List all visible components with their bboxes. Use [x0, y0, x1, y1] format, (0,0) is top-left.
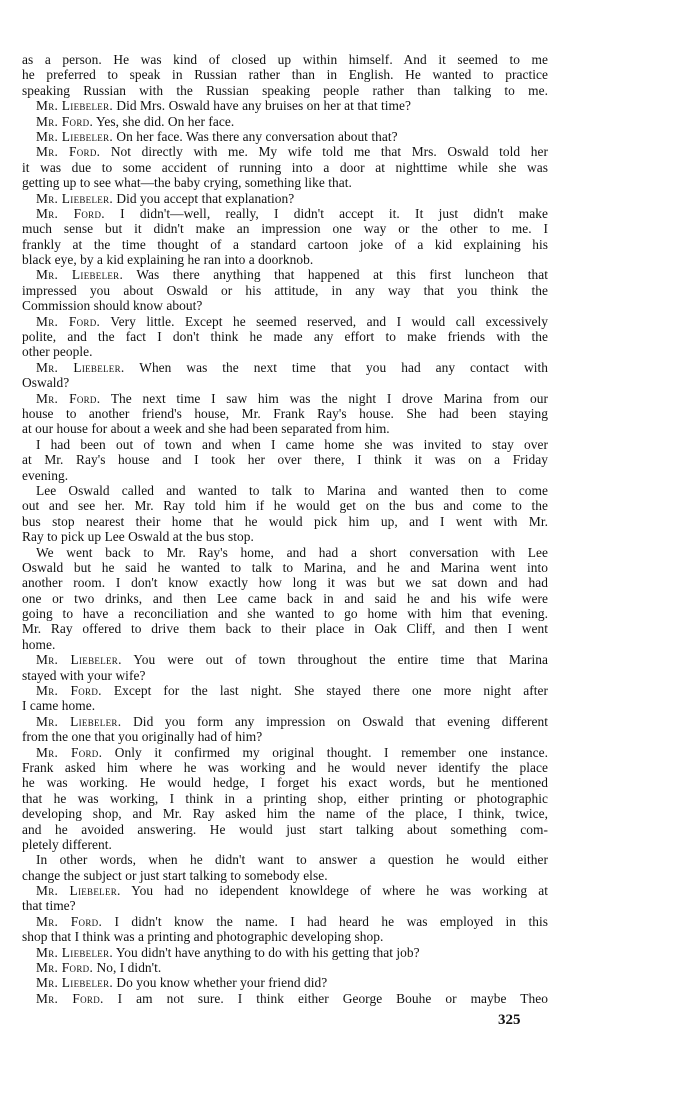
line-body: as a person. He was kind of closed up within himself. And it seemed to me — [22, 52, 548, 67]
transcript-line — [22, 822, 548, 837]
line-body: Did you accept that explanation? — [113, 190, 295, 206]
speaker-name: Mr. Liebeler. — [36, 944, 114, 960]
line-body: You were out of town throughout the entire time that Marina — [121, 652, 549, 668]
speaker-name: Mr. Ford. — [36, 390, 101, 406]
page-number: 325 — [498, 1012, 521, 1028]
transcript-line — [22, 344, 548, 359]
line-text — [22, 160, 548, 175]
line-body: Not directly with me. My wife told me that Mrs. Oswald told her — [100, 144, 548, 160]
line-body: polite, and the fact I don't think he made any effort to make friends with the — [22, 329, 548, 345]
speaker-name: Mr. Liebeler. — [36, 359, 125, 375]
speaker-name: Mr. Liebeler. — [36, 98, 114, 114]
line-text — [22, 898, 76, 913]
line-body: Oswald but he said he wanted to talk to Marina, and he and Marina went into — [22, 559, 548, 575]
line-text — [36, 129, 398, 144]
speaker-name: Mr. Ford. — [36, 113, 94, 129]
transcript-line — [22, 83, 548, 98]
line-body: Oswald? — [22, 375, 70, 391]
line-text — [36, 437, 548, 452]
line-text — [22, 375, 69, 390]
line-body: Was there anything that happened at this first luncheon that — [123, 267, 548, 283]
line-text — [36, 714, 548, 729]
line-text — [36, 914, 548, 929]
line-body: stayed with your wife? — [22, 667, 146, 683]
line-text — [36, 852, 548, 867]
transcript-line — [22, 591, 548, 606]
line-body: house to another friend's house, Mr. Frank Ray's house. She had been staying — [22, 405, 548, 421]
line-body: bus stop nearest their home that he would pick him up, and I went with Mr. — [22, 513, 548, 529]
speaker-name: Mr. Ford. — [36, 960, 94, 976]
line-body: evening. — [22, 467, 69, 483]
line-text — [22, 252, 313, 267]
line-text — [22, 298, 202, 313]
line-text — [36, 114, 234, 129]
speaker-name: Mr. Ford. — [36, 913, 103, 929]
transcript-line — [22, 283, 548, 298]
transcript-line — [22, 668, 548, 683]
transcript-line — [22, 621, 548, 636]
line-body: another room. I don't know exactly how long it was but we sat down and had — [22, 575, 548, 591]
line-text — [22, 452, 548, 467]
line-body: he was working. He would hedge, I forget his exact words, but he mentioned — [22, 775, 548, 791]
transcript-line — [22, 775, 548, 790]
speaker-name: Mr. Liebeler. — [36, 975, 114, 991]
transcript-line — [22, 267, 548, 282]
line-body: We went back to Mr. Ray's home, and had a short conversation with Lee — [36, 544, 548, 560]
transcript-line — [22, 898, 548, 913]
speaker-name: Mr. Liebeler. — [36, 267, 124, 283]
transcript-line — [22, 575, 548, 590]
line-body: You didn't have anything to do with his getting that job? — [113, 944, 420, 960]
line-text — [22, 514, 548, 529]
speaker-name: Mr. Ford. — [36, 313, 101, 329]
speaker-name: Mr. Liebeler. — [36, 652, 122, 668]
line-text — [22, 822, 548, 837]
transcript-line — [22, 252, 548, 267]
line-body: change the subject or just start talking to somebody else. — [22, 867, 328, 883]
line-text — [22, 329, 548, 344]
line-body: frankly at the time thought of a standard cartoon joke of a kid explaining his — [22, 236, 548, 252]
line-body: much sense but it didn't make an impression one way or the other to me. I — [22, 221, 548, 237]
line-body: Frank asked him where he was working and he would never identify the place — [22, 759, 548, 775]
transcript-line — [22, 191, 548, 206]
line-body: I didn't know the name. I had heard he was employed in this — [102, 913, 548, 929]
line-body: I am not sure. I think either George Bouhe or maybe Theo — [103, 990, 548, 1006]
transcript-line — [22, 391, 548, 406]
transcript-line — [22, 714, 548, 729]
line-text — [22, 806, 548, 821]
speaker-name: Mr. Ford. — [36, 144, 101, 160]
line-text — [22, 560, 548, 575]
line-text — [36, 883, 548, 898]
line-body: one or two drinks, and then Lee came back in and said he and his wife were — [22, 590, 548, 606]
transcript-line — [22, 437, 548, 452]
transcript-line — [22, 560, 548, 575]
line-body: at our house for about a week and she had been separated from him. — [22, 421, 390, 437]
line-text — [22, 175, 352, 190]
line-text — [22, 283, 548, 298]
transcript-line — [22, 760, 548, 775]
line-text — [22, 606, 548, 621]
transcript-line — [22, 514, 548, 529]
line-body: On her face. Was there any conversation about that? — [113, 128, 398, 144]
line-body: developing shop, and Mr. Ray asked him the name of the place, I think, twice, — [22, 806, 548, 822]
speaker-name: Mr. Ford. — [36, 744, 103, 760]
line-text — [36, 98, 411, 113]
transcript-line — [22, 360, 548, 375]
line-text — [36, 191, 294, 206]
line-body: shop that I think was a printing and photographic developing shop. — [22, 929, 384, 945]
line-text — [22, 868, 328, 883]
line-text — [22, 237, 548, 252]
line-text — [22, 929, 383, 944]
line-text — [36, 206, 548, 221]
line-body: it was due to some accident of running into a door at nighttime while she was — [22, 159, 548, 175]
transcript-line — [22, 929, 548, 944]
speaker-name: Mr. Ford. — [36, 990, 104, 1006]
line-text — [36, 652, 548, 667]
line-text — [36, 975, 327, 990]
transcript-line — [22, 175, 548, 190]
transcript-line — [22, 545, 548, 560]
line-text — [36, 391, 548, 406]
line-body: Ray to pick up Lee Oswald at the bus stop. — [22, 529, 254, 545]
transcript-line — [22, 745, 548, 760]
line-body: home. — [22, 636, 56, 652]
transcript-page — [22, 52, 548, 1006]
line-body: pletely different. — [22, 836, 112, 852]
line-body: Do you know whether your friend did? — [113, 975, 328, 991]
line-body: I didn't—well, really, I didn't accept it. It just didn't make — [104, 205, 548, 221]
transcript-line — [22, 806, 548, 821]
transcript-line — [22, 852, 548, 867]
line-text — [22, 406, 548, 421]
line-text — [22, 421, 390, 436]
transcript-line — [22, 160, 548, 175]
line-text — [36, 267, 548, 282]
line-text — [36, 945, 420, 960]
transcript-line — [22, 129, 548, 144]
line-body: Only it confirmed my original thought. I remember one instance. — [102, 744, 548, 760]
transcript-line — [22, 221, 548, 236]
transcript-line — [22, 483, 548, 498]
transcript-line — [22, 406, 548, 421]
transcript-line — [22, 375, 548, 390]
line-body: from the one that you originally had of him? — [22, 729, 263, 745]
line-body: You had no idependent knowldege of where he was working at — [120, 883, 548, 899]
transcript-line — [22, 452, 548, 467]
line-text — [36, 483, 548, 498]
speaker-name: Mr. Liebeler. — [36, 190, 114, 206]
line-text — [22, 468, 68, 483]
line-body: Except for the last night. She stayed there one more night after — [101, 683, 549, 699]
transcript-line — [22, 98, 548, 113]
transcript-line — [22, 468, 548, 483]
line-body: Mr. Ray offered to drive them back to their place in Oak Cliff, and then I went — [22, 621, 548, 637]
transcript-line — [22, 206, 548, 221]
line-body: In other words, when he didn't want to answer a question he would either — [36, 852, 548, 868]
transcript-line — [22, 945, 548, 960]
line-text — [22, 52, 548, 67]
transcript-line — [22, 698, 548, 713]
line-text — [22, 498, 548, 513]
line-text — [36, 545, 548, 560]
transcript-line — [22, 237, 548, 252]
transcript-line — [22, 298, 548, 313]
transcript-line — [22, 868, 548, 883]
line-text — [22, 621, 548, 636]
transcript-line — [22, 529, 548, 544]
line-body: black eye, by a kid explaining he ran into a doorknob. — [22, 252, 314, 268]
line-body: out and see her. Mr. Ray told him if he would get on the bus and come to the — [22, 498, 548, 514]
line-body: speaking Russian with the Russian speaking people rather than talking to me. — [22, 82, 548, 98]
line-body: Did you form any impression on Oswald that evening different — [121, 713, 549, 729]
line-text — [36, 144, 548, 159]
line-text — [22, 529, 254, 544]
line-body: Did Mrs. Oswald have any bruises on her at that time? — [113, 98, 411, 114]
line-body: I came home. — [22, 698, 96, 714]
transcript-line — [22, 144, 548, 159]
line-text — [36, 745, 548, 760]
transcript-line — [22, 606, 548, 621]
transcript-line — [22, 960, 548, 975]
line-body: The next time I saw him was the night I drove Marina from our — [100, 390, 549, 406]
transcript-line — [22, 421, 548, 436]
line-text — [22, 67, 548, 82]
line-text — [36, 360, 548, 375]
line-text — [22, 83, 548, 98]
speaker-name: Mr. Liebeler. — [36, 128, 114, 144]
transcript-line — [22, 883, 548, 898]
transcript-line — [22, 791, 548, 806]
line-body: Commission should know about? — [22, 298, 203, 314]
transcript-line — [22, 975, 548, 990]
line-body: going to have a reconciliation and she wanted to go home with him that evening. — [22, 606, 548, 622]
transcript-line — [22, 67, 548, 82]
line-text — [22, 575, 548, 590]
line-text — [22, 775, 548, 790]
transcript-line — [22, 683, 548, 698]
transcript-line — [22, 652, 548, 667]
transcript-line — [22, 914, 548, 929]
line-text — [22, 591, 548, 606]
line-body: other people. — [22, 344, 93, 360]
line-body: he preferred to speak in Russian rather than in English. He wanted to practice — [22, 67, 548, 83]
line-text — [22, 344, 93, 359]
transcript-line — [22, 314, 548, 329]
line-body: When was the next time that you had any contact with — [124, 359, 548, 375]
line-body: impressed you about Oswald or his attitude, in any way that you think the — [22, 282, 548, 298]
line-text — [22, 729, 262, 744]
line-text — [22, 221, 548, 236]
line-body: Yes, she did. On her face. — [93, 113, 235, 129]
line-body: No, I didn't. — [93, 960, 162, 976]
line-text — [22, 760, 548, 775]
line-text — [22, 668, 145, 683]
transcript-line — [22, 729, 548, 744]
line-text — [36, 314, 548, 329]
transcript-line — [22, 637, 548, 652]
line-body: getting up to see what—the baby crying, something like that. — [22, 175, 352, 191]
line-text — [22, 791, 548, 806]
speaker-name: Mr. Ford. — [36, 683, 102, 699]
transcript-line — [22, 837, 548, 852]
transcript-line — [22, 329, 548, 344]
line-body: I had been out of town and when I came home she was invited to stay over — [36, 436, 548, 452]
line-body: that time? — [22, 898, 76, 914]
speaker-name: Mr. Ford. — [36, 205, 105, 221]
line-body: and he avoided answering. He would just start talking about something com- — [22, 821, 548, 837]
transcript-line — [22, 498, 548, 513]
line-body: Lee Oswald called and wanted to talk to Marina and wanted then to come — [36, 482, 548, 498]
speaker-name: Mr. Liebeler. — [36, 883, 121, 899]
transcript-line — [22, 52, 548, 67]
transcript-line — [22, 114, 548, 129]
line-body: that he was working, I think in a printing shop, either printing or photographic — [22, 790, 548, 806]
speaker-name: Mr. Liebeler. — [36, 713, 122, 729]
line-text — [22, 637, 55, 652]
line-text — [22, 837, 112, 852]
line-text — [36, 960, 161, 975]
transcript-line — [22, 991, 548, 1006]
line-body: Very little. Except he seemed reserved, and I would call excessively — [100, 313, 548, 329]
line-text — [36, 683, 548, 698]
line-text — [22, 698, 95, 713]
line-body: at Mr. Ray's house and I took her over there, I think it was on a Friday — [22, 452, 548, 468]
line-text — [36, 991, 548, 1006]
